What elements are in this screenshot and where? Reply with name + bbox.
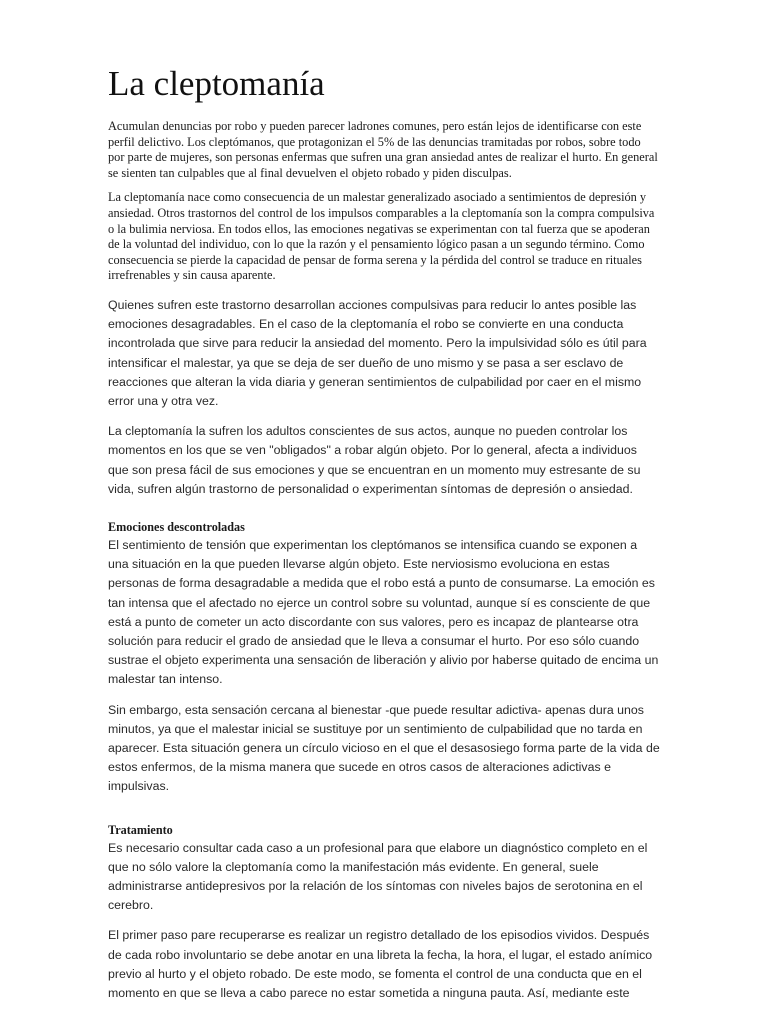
body-paragraph: Quienes sufren este trastorno desarrollan acciones compulsivas para reducir lo antes posible las emociones desagradables. En el caso de la cleptomanía el robo se convierte en una conducta incontrolada que sirve para reducir la ansiedad del momento. Pero la impulsividad sólo es útil para intensificar el malestar, ya que se deja de ser dueño de uno mismo y se pasa a ser esclavo de reacciones que alteran la vida diaria y generan sentimientos de culpabilidad por caer en el mismo error una y otra vez. <box>108 297 647 408</box>
section-paragraph: El sentimiento de tensión que experimentan los cleptómanos se intensifica cuando se exponen a una situación en la que pueden llevarse algún objeto. Este nerviosismo evoluciona en estas personas de forma desagradable a medida que el robo está a punto de consumarse. La emoción es tan intensa que el afectado no ejerce un control sobre su voluntad, aunque sí es consciente de que está a punto de cometer un acto discordante con sus valores, pero es incapaz de plantearse otra solución para reducir el grado de ansiedad que le lleva a consumar el hurto. Por eso sólo cuando sustrae el objeto experimenta una sensación de liberación y alivio por haberse quitado de encima un malestar tan intenso. <box>108 537 659 687</box>
intro-paragraph: Acumulan denuncias por robo y pueden parecer ladrones comunes, pero están lejos de identificarse con este perfil delictivo. Los cleptómanos, que protagonizan el 5% de las denuncias tramitadas por robos, sobre todo por parte de mujeres, son personas enfermas que sufren una gran ansiedad antes de realizar el hurto. En general se sienten tan culpables que al final devuelven el objeto robado y piden disculpas. <box>108 119 658 180</box>
section-paragraph: Es necesario consultar cada caso a un profesional para que elabore un diagnóstico completo en el que no sólo valore la cleptomanía como la manifestación más evidente. En general, suele administrarse antidepresivos por la relación de los síntomas con niveles bajos de serotonina en el cerebro. <box>108 840 648 913</box>
page-title: La cleptomanía <box>108 64 325 103</box>
body-paragraph: La cleptomanía la sufren los adultos conscientes de sus actos, aunque no pueden controlar los momentos en los que se ven "obligados" a robar algún objeto. Por lo general, afecta a individuos que son presa fácil de sus emociones y que se encuentran en un momento muy estresante de su vida, sufren algún trastorno de personalidad o experimentan síntomas de depresión o ansiedad. <box>108 424 641 496</box>
section-paragraph: El primer paso pare recuperarse es realizar un registro detallado de los episodios vividos. Después de cada robo involuntario se debe anotar en una libreta la fecha, la hora, el lugar, el estado anímico previo al hurto y el objeto robado. De este modo, se fomenta el control de una conducta que en el momento en que se lleva a cabo parece no estar sometida a ninguna pauta. Así, mediante este <box>108 928 653 1001</box>
section-paragraph: Sin embargo, esta sensación cercana al bienestar -que puede resultar adictiva- apenas dura unos minutos, ya que el malestar inicial se sustituye por un sentimiento de culpabilidad que no tarda en aparecer. Esta situación genera un círculo vicioso en el que el desasosiego forma parte de la vida de estos enfermos, de la misma manera que sucede en otros casos de alteraciones adictivas e impulsivas. <box>108 702 660 794</box>
intro-paragraph: La cleptomanía nace como consecuencia de un malestar generalizado asociado a sentimientos de depresión y ansiedad. Otros trastornos del control de los impulsos comparables a la cleptomanía son la compra compulsiva o la bulimia nerviosa. En todos ellos, las emociones negativas se experimentan con tal fuerza que se apoderan de la voluntad del individuo, con lo que la razón y el pensamiento lógico pasan a un segundo término. Como consecuencia se pierde la capacidad de pensar de forma serena y la pérdida del control se traduce en rituales irrefrenables y sin causa aparente. <box>108 190 655 283</box>
document-page <box>108 62 660 1014</box>
section-spacer <box>108 808 660 822</box>
section-spacer <box>108 510 660 519</box>
section-heading-tratamiento: Tratamiento <box>108 822 173 837</box>
section-heading-emociones: Emociones descontroladas <box>108 519 245 534</box>
